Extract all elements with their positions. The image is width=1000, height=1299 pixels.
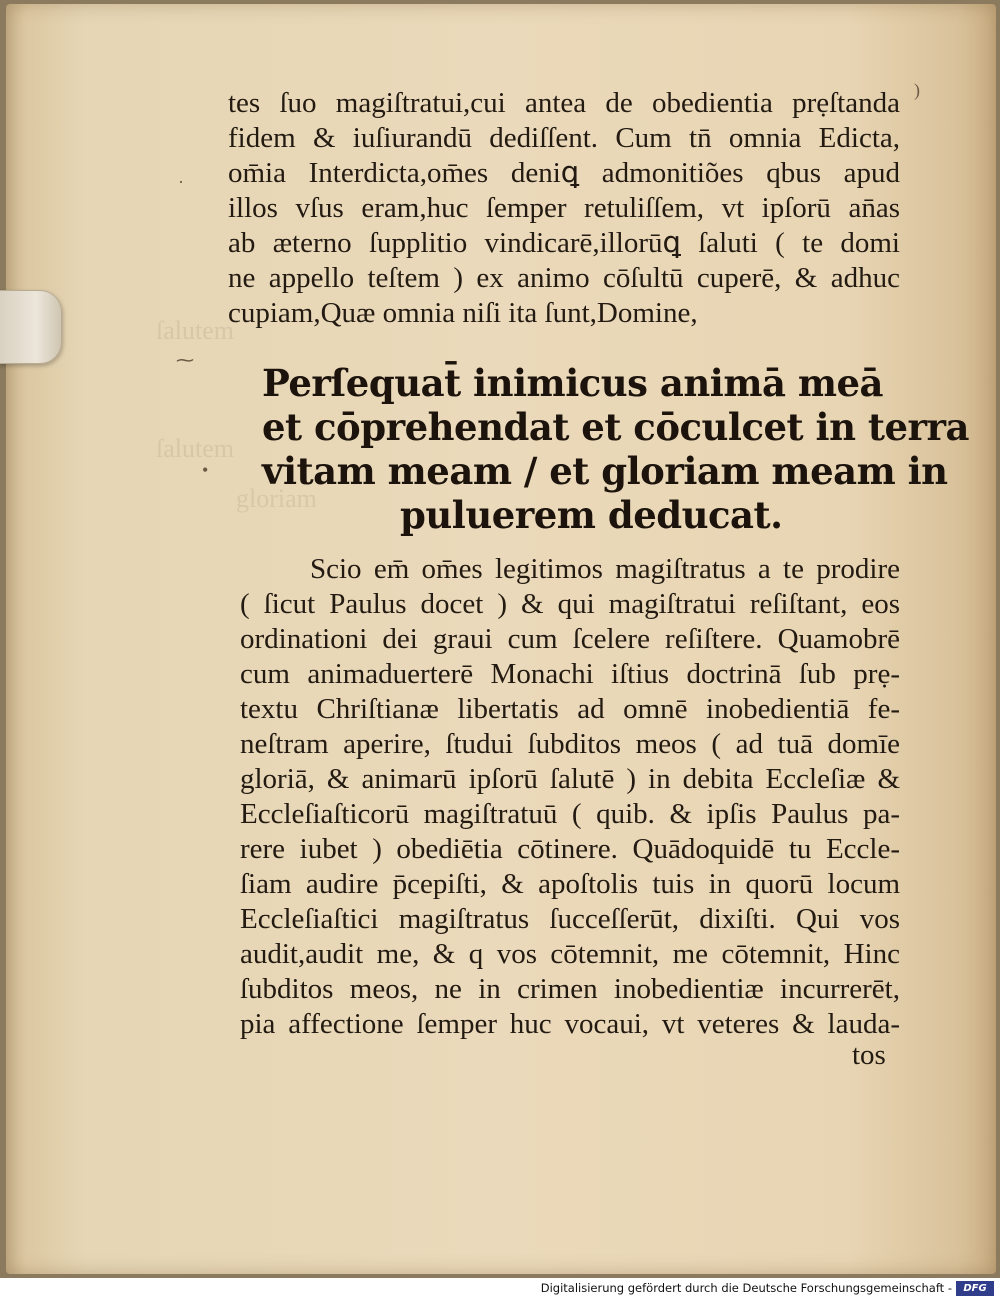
text-line: tes ſuo magiſtratui,cui antea de obedientia prẹſtanda — [228, 87, 900, 119]
text-line: Eccleſiaſticorū magiſtratuū ( quib. & ipſis Paulus pa- — [240, 798, 900, 830]
text-line: ( ſicut Paulus docet ) & qui magiſtratui reſiſtant, eos — [240, 588, 900, 620]
body-paragraph — [240, 552, 900, 1042]
blackletter-quote — [262, 361, 969, 537]
text-line: audit,audit me, & q vos cōtemnit, me cōtemnit, Hinc — [240, 938, 900, 970]
dfg-logo[interactable]: DFG — [956, 1281, 994, 1296]
text-line: ſiam audire p̄cepiſti, & apoſtolis tuis in quorū locum — [240, 868, 900, 900]
quote-line: vitam meam / et gloriam meam in — [262, 449, 948, 493]
text-line: Eccleſiaſtici magiſtratus ſucceſſerūt, dixiſti. Qui vos — [240, 903, 900, 935]
margin-mark: · — [178, 172, 184, 192]
text-line: cum animaduerterē Monachi iſtius doctrinā ſub prẹ- — [240, 658, 900, 690]
text-line: cupiam,Quæ omnia niſi ita ſunt,Domine, — [228, 297, 698, 329]
text-line: Scio em̄ om̄es legitimos magiſtratus a te prodire — [310, 553, 900, 585]
text-line: om̄ia Interdicta,om̄es deniꝗ admonitiões qbus apud — [228, 157, 900, 189]
margin-mark: • — [202, 460, 209, 480]
book-page — [6, 4, 996, 1274]
footer-credit: Digitalisierung gefördert durch die Deutsche Forschungsgemeinschaft - — [540, 1281, 952, 1295]
text-line: ſubditos meos, ne in crimen inobedientiæ incurrerēt, — [240, 973, 900, 1005]
text-line: rere iubet ) obediētia cōtinere. Quādoquidē tu Eccle- — [240, 833, 900, 865]
text-line: textu Chriſtianæ libertatis ad omnē inobedientiā fe- — [240, 693, 900, 725]
margin-mark: ) — [914, 80, 920, 100]
text-line: gloriā, & animarū ipſorū ſalutē ) in debita Eccleſiæ & — [240, 763, 900, 795]
text-line: ordinationi dei graui cum ſcelere reſiſtere. Quamobrē — [240, 623, 900, 655]
text-line: fidem & iuſiurandū dediſſent. Cum tn̄ omnia Edicta, — [228, 122, 900, 154]
bleed-through-text: gloriam — [236, 484, 317, 513]
top-paragraph — [228, 86, 900, 331]
text-line: illos vſus eram,huc ſemper retuliſſem, vt ipſorū an̄as — [228, 192, 900, 224]
text-line: ab æterno ſupplitio vindicarē,illorūꝗ ſaluti ( te domi — [228, 227, 900, 259]
text-line: neſtram aperire, ſtudui ſubditos meos ( ad tuā domīe — [240, 728, 900, 760]
quote-line: Perſequat̄ inimicus animā meā — [262, 361, 883, 405]
quote-line: et cōprehendat et cōculcet in terra — [262, 405, 969, 449]
text-line: pia affectione ſemper huc vocaui, vt veteres & lauda- — [240, 1008, 900, 1040]
bleed-through-text: ſalutem — [156, 434, 234, 463]
bleed-through-text: ſalutem — [156, 316, 234, 345]
margin-mark: ⁓ — [176, 350, 194, 370]
quote-line: puluerem deducat. — [400, 493, 783, 537]
bookmark-tab — [0, 290, 62, 364]
catchword: tos — [852, 1039, 886, 1071]
footer-bar — [0, 1278, 1000, 1299]
text-line: ne appello teſtem ) ex animo cōſultū cuperē, & adhuc — [228, 262, 900, 294]
